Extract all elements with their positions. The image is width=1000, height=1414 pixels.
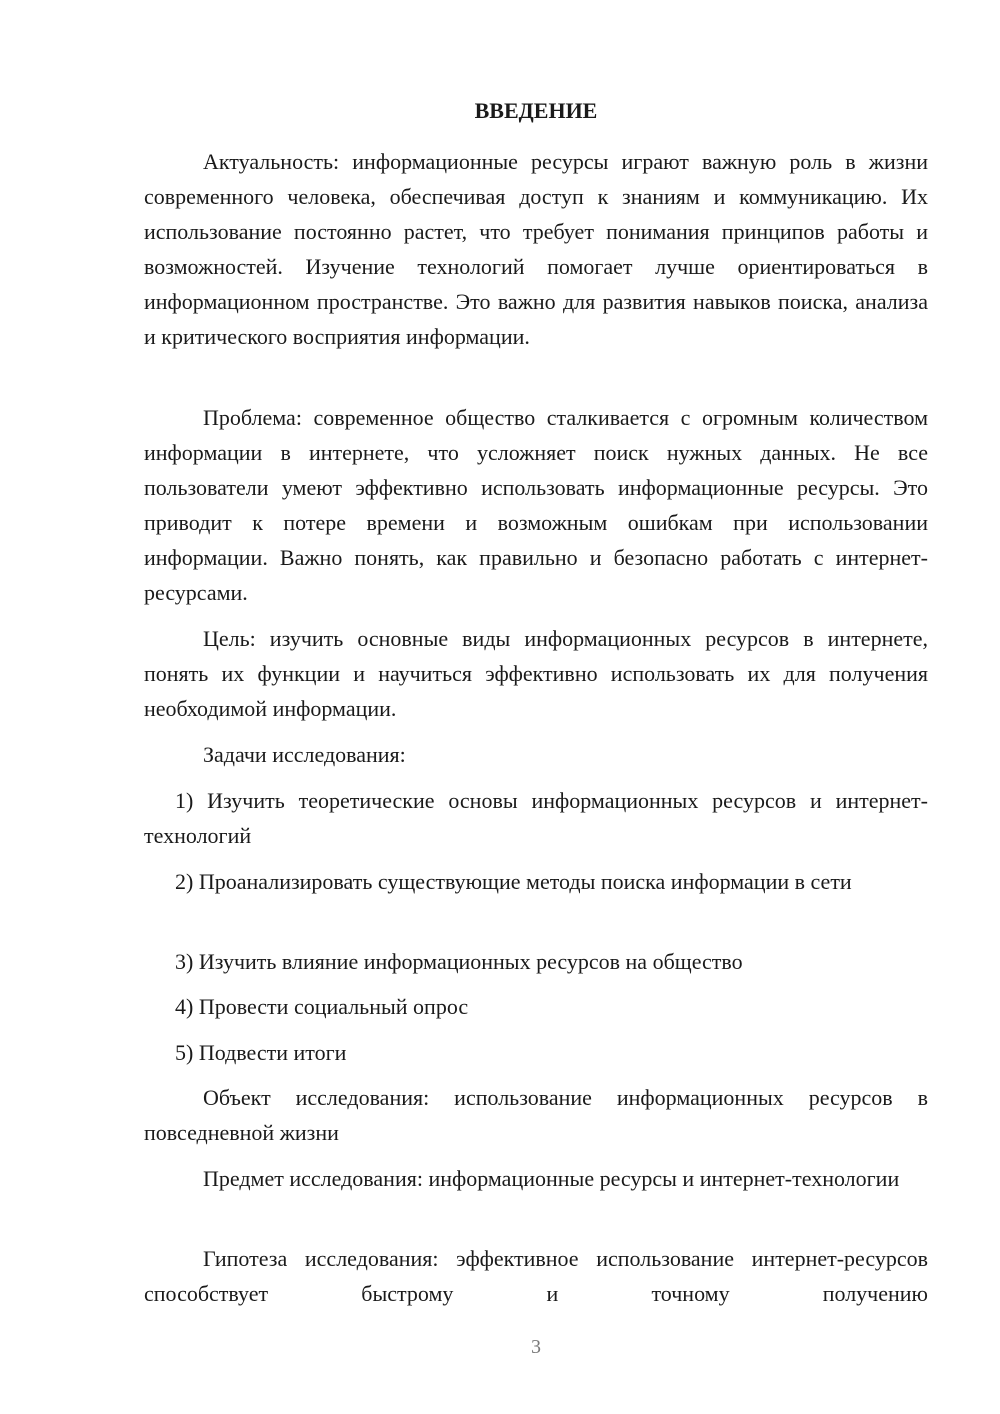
task-item-4: 4) Провести социальный опрос [175, 994, 469, 1019]
page-title: ВВЕДЕНИЕ [474, 98, 598, 123]
task-item-5: 5) Подвести итоги [175, 1040, 347, 1065]
goal-paragraph: Цель: изучить основные виды информационных ресурсов в интернете, понять их функции и научиться эффективно использовать их для получения необходимой информации. [144, 626, 928, 721]
page-number: 3 [531, 1336, 541, 1358]
task-item-3: 3) Изучить влияние информационных ресурсов на общество [175, 949, 743, 974]
object-paragraph: Объект исследования: использование информационных ресурсов в повседневной жизни [144, 1085, 928, 1145]
problem-paragraph: Проблема: современное общество сталкивается с огромным количеством информации в интернете, что усложняет поиск нужных данных. Не все пользователи умеют эффективно использовать информационные ресурсы. Это приводит к потере времени и возможным ошибкам при использовании информации. Важно понять, как правильно и безопасно работать с интернет-ресурсами. [144, 405, 928, 605]
task-item-2: 2) Проанализировать существующие методы поиска информации в сети [175, 869, 852, 894]
hypothesis-paragraph: Гипотеза исследования: эффективное использование интернет-ресурсов способствует быстрому и точному получению [144, 1246, 928, 1306]
relevance-paragraph: Актуальность: информационные ресурсы играют важную роль в жизни современного человека, обеспечивая доступ к знаниям и коммуникацию. Их использование постоянно растет, что требует понимания принципов работы и возможностей. Изучение технологий помогает лучше ориентироваться в информационном пространстве. Это важно для развития навыков поиска, анализа и критического восприятия информации. [144, 149, 928, 349]
tasks-heading: Задачи исследования: [203, 742, 406, 767]
subject-paragraph: Предмет исследования: информационные ресурсы и интернет-технологии [203, 1166, 900, 1191]
task-item-1: 1) Изучить теоретические основы информационных ресурсов и интернет-технологий [144, 788, 928, 848]
